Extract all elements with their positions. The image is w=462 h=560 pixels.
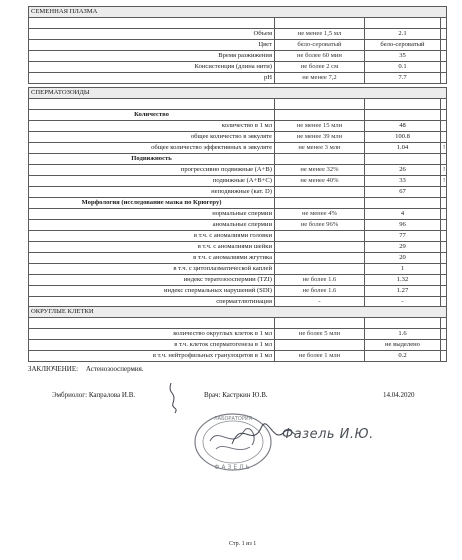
table-row	[29, 231, 447, 242]
morphology-rows	[29, 209, 447, 308]
row-value: не выделено	[365, 340, 441, 351]
row-norm: не менее 4%	[275, 209, 365, 220]
row-value: 1.6	[365, 329, 441, 340]
table-row	[29, 275, 447, 286]
table-row	[29, 220, 447, 231]
row-value: -	[365, 297, 441, 308]
row-flag	[441, 73, 447, 84]
subheader-count: Количество	[29, 110, 275, 121]
row-name: общее количество эффективных в эякуляте	[29, 143, 275, 154]
row-flag	[441, 231, 447, 242]
row-name: общее количество в эякуляте	[29, 132, 275, 143]
report-date: 14.04.2020	[383, 391, 415, 399]
row-value: 1.04	[365, 143, 441, 154]
row-value: 20	[365, 253, 441, 264]
row-flag	[441, 209, 447, 220]
row-norm: не более 1 млн	[275, 351, 365, 362]
row-norm: не более 5 млн	[275, 329, 365, 340]
row-name: в т.ч. с аномалиями шейки	[29, 242, 275, 253]
table-row	[29, 351, 447, 362]
row-value: 35	[365, 51, 441, 62]
table-row	[29, 176, 447, 187]
table-row	[29, 209, 447, 220]
svg-text:ФАЗЕЛЬ: ФАЗЕЛЬ	[214, 464, 252, 471]
row-norm: не более 1.6	[275, 286, 365, 297]
table-row	[29, 73, 447, 84]
svg-text:ЛАБОРАТОРИЯ: ЛАБОРАТОРИЯ	[213, 416, 253, 422]
row-flag	[441, 242, 447, 253]
row-value: 48	[365, 121, 441, 132]
row-value: 4	[365, 209, 441, 220]
row-flag	[441, 187, 447, 198]
row-norm	[275, 264, 365, 275]
table-row	[29, 264, 447, 275]
row-flag: !	[441, 165, 447, 176]
row-value: бело-сероватый	[365, 40, 441, 51]
row-name: индекс спермальных нарушений (SDI)	[29, 286, 275, 297]
row-norm: не менее 15 млн	[275, 121, 365, 132]
subheader-motility: Подвижность	[29, 154, 275, 165]
table-row	[29, 40, 447, 51]
section-title: СЕМЕННАЯ ПЛАЗМА	[29, 7, 447, 18]
row-flag	[441, 40, 447, 51]
row-flag	[441, 275, 447, 286]
row-name: количество в 1 мл	[29, 121, 275, 132]
row-value: 2.1	[365, 29, 441, 40]
row-name: Объем	[29, 29, 275, 40]
round-rows	[29, 329, 447, 362]
row-norm: не менее 3 млн	[275, 143, 365, 154]
table-row	[29, 121, 447, 132]
row-norm	[275, 340, 365, 351]
row-value: 33	[365, 176, 441, 187]
row-name: Цвет	[29, 40, 275, 51]
row-flag: !	[441, 176, 447, 187]
sperm-table	[28, 87, 447, 308]
row-flag	[441, 264, 447, 275]
row-value: 0.1	[365, 62, 441, 73]
row-name: аномальные спермии	[29, 220, 275, 231]
row-flag	[441, 253, 447, 264]
row-norm: не менее 1,5 мл	[275, 29, 365, 40]
row-name: количество округлых клеток в 1 мл	[29, 329, 275, 340]
table-row	[29, 51, 447, 62]
handwritten-name: Фазель И.Ю.	[282, 427, 374, 442]
table-row	[29, 340, 447, 351]
row-norm	[275, 231, 365, 242]
table-row	[29, 62, 447, 73]
conclusion	[28, 365, 144, 373]
row-name: в т.ч. нейтрофильных гранулоцитов в 1 мл	[29, 351, 275, 362]
subheader-morphology: Морфология (исследование мазка по Крюгеру)	[29, 198, 275, 209]
section-title: СПЕРМАТОЗОИДЫ	[29, 88, 447, 99]
row-value: 7.7	[365, 73, 441, 84]
embryologist-signature-scribble	[163, 381, 185, 415]
row-norm: не менее 39 млн	[275, 132, 365, 143]
row-name: в т.ч. с аномалиями жгутика	[29, 253, 275, 264]
row-name: Консистенция (длина нити)	[29, 62, 275, 73]
row-flag	[441, 29, 447, 40]
row-value: 1	[365, 264, 441, 275]
conclusion-label: ЗАКЛЮЧЕНИЕ:	[28, 365, 79, 373]
row-norm: не более 96%	[275, 220, 365, 231]
row-value: 26	[365, 165, 441, 176]
row-value: 1.27	[365, 286, 441, 297]
row-name: прогрессивно подвижные (A+B)	[29, 165, 275, 176]
page-number: Стр. 1 из 1	[229, 541, 257, 547]
row-flag	[441, 51, 447, 62]
plasma-rows	[29, 29, 447, 84]
row-value: 67	[365, 187, 441, 198]
row-name: в т.ч. с цитоплазматической каплей	[29, 264, 275, 275]
table-row	[29, 132, 447, 143]
section-title: ОКРУГЛЫЕ КЛЕТКИ	[29, 307, 447, 318]
table-row	[29, 187, 447, 198]
table-row	[29, 143, 447, 154]
row-norm	[275, 242, 365, 253]
doctor-signature: Врач: Кастркин Ю.В.	[204, 391, 268, 399]
row-name: в т.ч. с аномалиями головки	[29, 231, 275, 242]
row-flag: !	[441, 143, 447, 154]
row-norm: не более 2 см	[275, 62, 365, 73]
table-row	[29, 29, 447, 40]
row-norm: не более 60 мин	[275, 51, 365, 62]
row-norm	[275, 187, 365, 198]
plasma-table	[28, 6, 447, 84]
row-name: Время разжижения	[29, 51, 275, 62]
row-flag	[441, 62, 447, 73]
row-norm: не менее 7,2	[275, 73, 365, 84]
row-value: 29	[365, 242, 441, 253]
count-rows	[29, 121, 447, 154]
row-name: индекс тератозооспермии (TZI)	[29, 275, 275, 286]
row-norm	[275, 253, 365, 264]
row-norm: бело-сероватый	[275, 40, 365, 51]
row-name: в т.ч. клеток сперматогенеза в 1 мл	[29, 340, 275, 351]
row-norm: не более 1.6	[275, 275, 365, 286]
row-flag	[441, 340, 447, 351]
row-value: 0.2	[365, 351, 441, 362]
row-value: 100.8	[365, 132, 441, 143]
table-row	[29, 329, 447, 340]
table-row	[29, 253, 447, 264]
row-norm: -	[275, 297, 365, 308]
row-name: pH	[29, 73, 275, 84]
conclusion-text: Астенозооспермия.	[85, 365, 144, 373]
row-flag	[441, 351, 447, 362]
row-name: спермагглютинация	[29, 297, 275, 308]
row-name: подвижные (A+B+C)	[29, 176, 275, 187]
row-name: неподвижные (кат. D)	[29, 187, 275, 198]
row-value: 77	[365, 231, 441, 242]
row-name: нормальные спермии	[29, 209, 275, 220]
row-norm: не менее 40%	[275, 176, 365, 187]
round-cells-table	[28, 306, 447, 362]
table-row	[29, 165, 447, 176]
row-flag	[441, 132, 447, 143]
row-flag	[441, 121, 447, 132]
row-flag	[441, 286, 447, 297]
motility-rows	[29, 165, 447, 198]
row-norm: не менее 32%	[275, 165, 365, 176]
row-flag	[441, 329, 447, 340]
row-value: 96	[365, 220, 441, 231]
row-flag	[441, 220, 447, 231]
embryologist-signature: Эмбриолог: Капралова И.В.	[52, 391, 136, 399]
table-row	[29, 286, 447, 297]
table-row	[29, 242, 447, 253]
row-value: 1.32	[365, 275, 441, 286]
